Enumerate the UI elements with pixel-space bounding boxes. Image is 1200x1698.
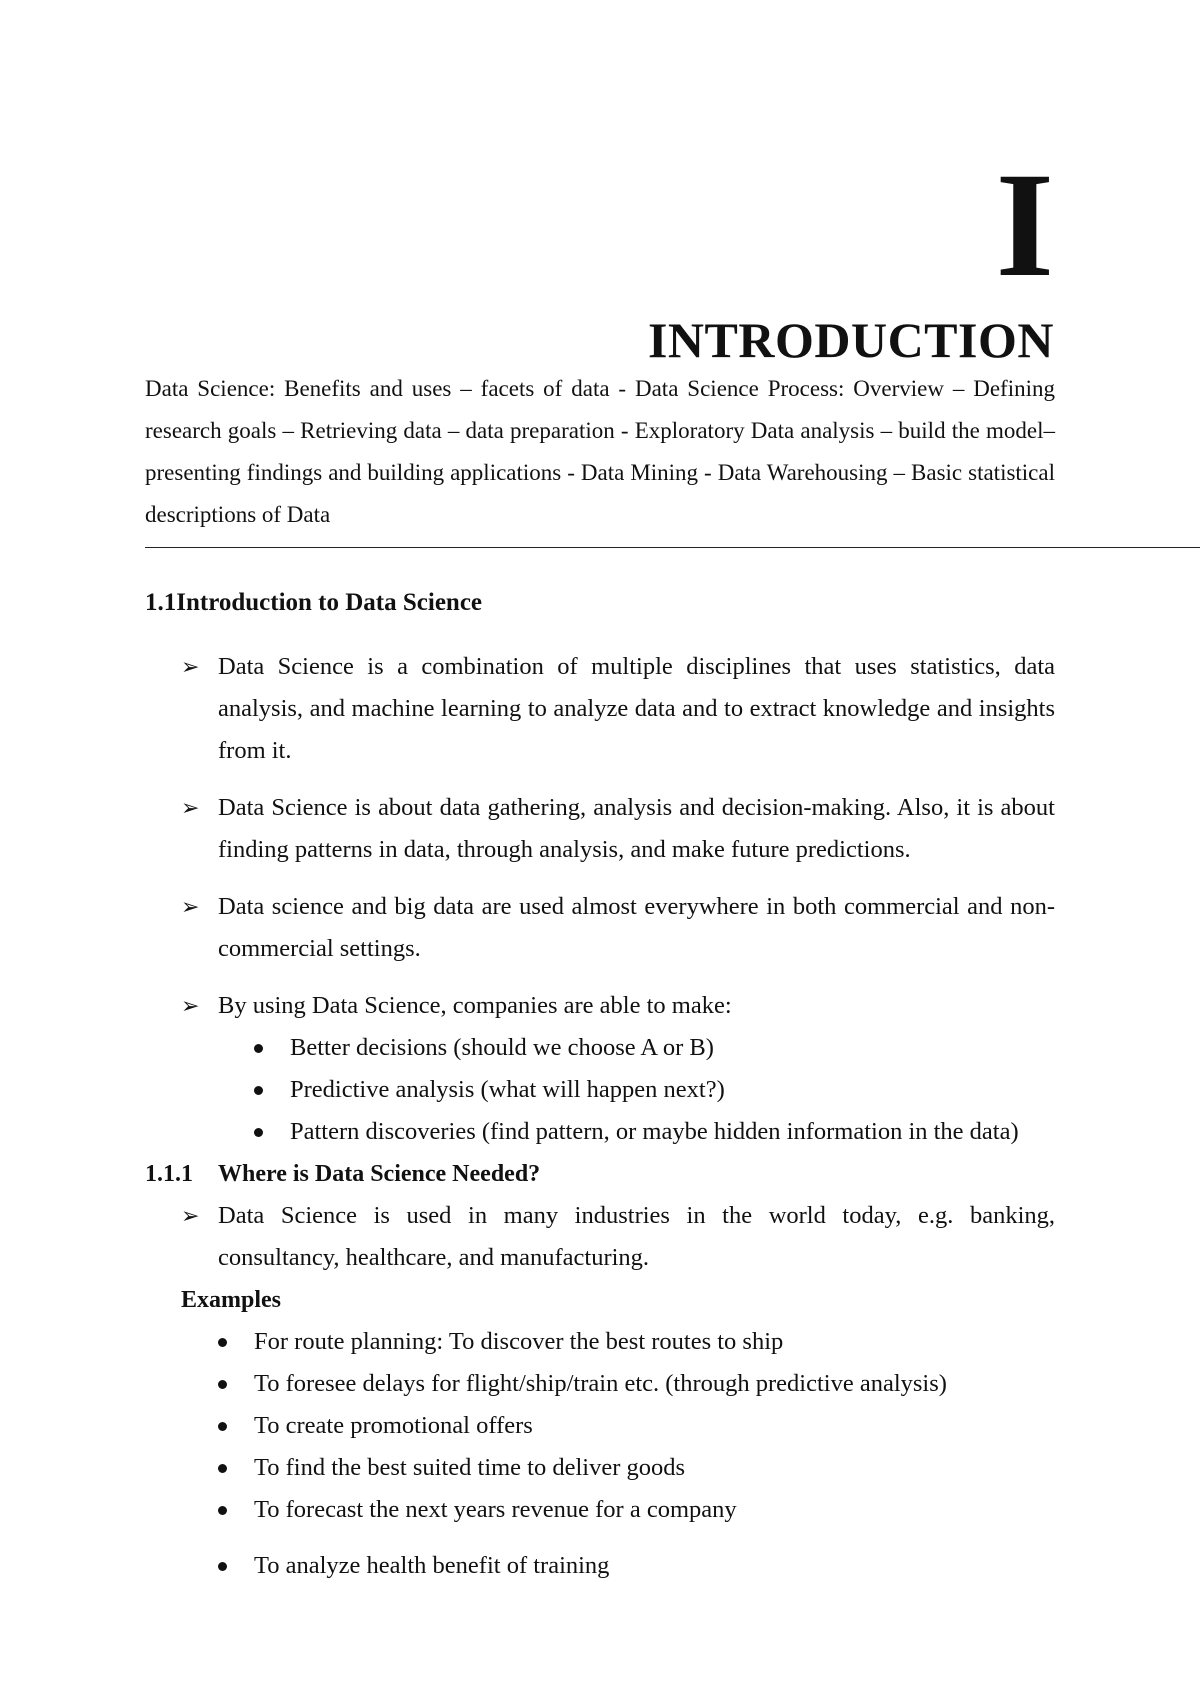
arrow-point <box>145 886 1055 970</box>
bullet-dot-icon <box>218 1422 227 1431</box>
arrow-point <box>145 1195 1055 1279</box>
subsection-number: 1.1.1 <box>145 1161 193 1187</box>
benefit-text: Better decisions (should we choose A or B) <box>290 1034 714 1061</box>
examples-label: Examples <box>181 1287 282 1313</box>
point-text: Data Science is used in many industries in the world today, e.g. banking, consultancy, healthcare, and manufacturing. <box>218 1202 1055 1271</box>
bullet-dot-icon <box>218 1380 227 1389</box>
example-item <box>145 1363 1055 1405</box>
example-text: To find the best suited time to deliver goods <box>254 1454 686 1481</box>
bullet-dot-icon <box>218 1506 227 1515</box>
arrow-bullet-icon: ➢ <box>181 993 200 1018</box>
arrow-bullet-icon: ➢ <box>181 795 200 820</box>
benefit-text: Pattern discoveries (find pattern, or maybe hidden information in the data) <box>290 1118 1019 1145</box>
section-1-1 <box>145 588 1055 1587</box>
chapter-title: INTRODUCTION <box>647 312 1054 368</box>
subsection-title: Where is Data Science Needed? <box>218 1161 541 1187</box>
benefits-list <box>145 1027 1055 1153</box>
subsection-heading <box>145 1153 1055 1195</box>
point-text: Data science and big data are used almost everywhere in both commercial and non-commercial settings. <box>218 893 1055 962</box>
bullet-dot-icon <box>218 1464 227 1473</box>
point-text: Data Science is a combination of multiple disciplines that uses statistics, data analysis, and machine learning to analyze data and to extract knowledge and insights from it. <box>218 653 1055 764</box>
arrow-point <box>145 787 1055 871</box>
point-text: Data Science is about data gathering, analysis and decision-making. Also, it is about finding patterns in data, through analysis, and make future predictions. <box>218 794 1055 863</box>
example-item <box>145 1545 1055 1587</box>
example-text: To forecast the next years revenue for a company <box>254 1496 737 1523</box>
benefit-item <box>145 1027 1055 1069</box>
arrow-point <box>145 985 1055 1027</box>
arrow-point <box>145 646 1055 772</box>
example-text: To analyze health benefit of training <box>254 1552 610 1579</box>
bullet-dot-icon <box>254 1044 263 1053</box>
arrow-bullet-icon: ➢ <box>181 654 200 679</box>
example-text: To create promotional offers <box>254 1412 533 1439</box>
arrow-bullet-icon: ➢ <box>181 1203 200 1228</box>
example-item <box>145 1321 1055 1363</box>
bullet-dot-icon <box>254 1086 263 1095</box>
examples-list <box>145 1321 1055 1587</box>
arrow-point-list <box>145 1195 1055 1279</box>
bullet-dot-icon <box>218 1562 227 1571</box>
point-text: By using Data Science, companies are able to make: <box>218 992 732 1019</box>
chapter-syllabus: Data Science: Benefits and uses – facets of data - Data Science Process: Overview – Defining research goals – Retrieving data – data preparation - Exploratory Data analysis – build the model– presenting findings and building applications - Data Mining - Data Warehousing – Basic statistical descriptions of Data <box>145 376 1055 527</box>
example-text: To foresee delays for flight/ship/train etc. (through predictive analysis) <box>254 1370 947 1397</box>
example-item <box>145 1405 1055 1447</box>
example-text: For route planning: To discover the best routes to ship <box>254 1328 784 1355</box>
arrow-bullet-icon: ➢ <box>181 894 200 919</box>
chapter-number: I <box>995 142 1054 308</box>
benefit-item <box>145 1111 1055 1153</box>
benefit-text: Predictive analysis (what will happen next?) <box>290 1076 725 1103</box>
bullet-dot-icon <box>218 1338 227 1347</box>
arrow-point-list <box>145 646 1055 1027</box>
horizontal-divider <box>145 547 1200 548</box>
bullet-dot-icon <box>254 1128 263 1137</box>
example-item <box>145 1489 1055 1531</box>
section-heading: 1.1Introduction to Data Science <box>145 589 483 616</box>
benefit-item <box>145 1069 1055 1111</box>
example-item <box>145 1447 1055 1489</box>
